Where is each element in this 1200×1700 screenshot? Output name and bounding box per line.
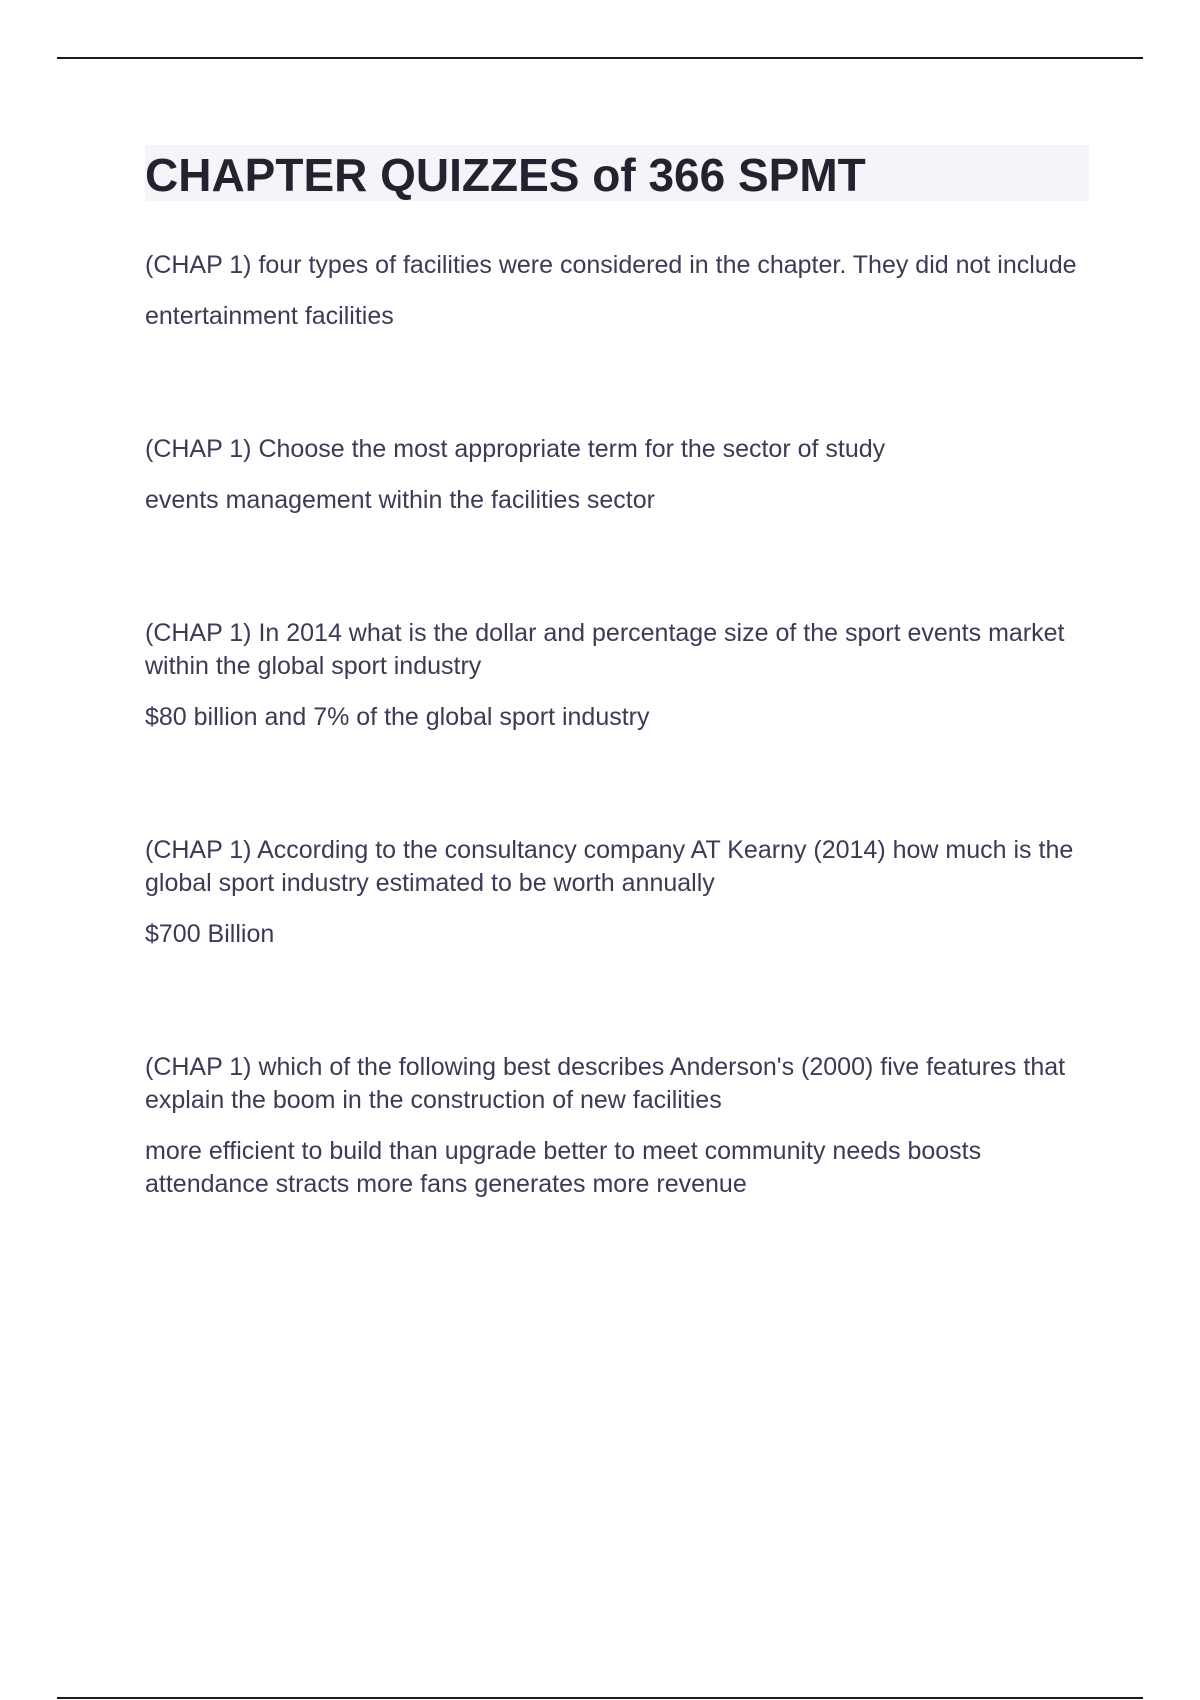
answer-text: entertainment facilities [145,302,394,330]
question-text: (CHAP 1) Choose the most appropriate term for the sector of study [145,435,886,463]
qa-item-4 [145,834,1089,951]
qa-item-5 [145,1051,1089,1201]
question-text: (CHAP 1) According to the consultancy company AT Kearny (2014) how much is the global sport industry estimated to be worth annually [145,836,1074,897]
question-text: (CHAP 1) which of the following best describes Anderson's (2000) five features that explain the boom in the construction of new facilities [145,1053,1066,1114]
title-banner [145,145,1089,201]
page-content [145,145,1089,1301]
answer-text: events management within the facilities sector [145,486,655,514]
page-title: CHAPTER QUIZZES of 366 SPMT [145,149,866,201]
qa-item-2 [145,433,1089,517]
question-text: (CHAP 1) four types of facilities were considered in the chapter. They did not include [145,251,1077,279]
bottom-divider [57,1697,1143,1699]
answer-text: $700 Billion [145,920,275,948]
question-text: (CHAP 1) In 2014 what is the dollar and percentage size of the sport events market within the global sport industry [145,619,1065,680]
answer-text: more efficient to build than upgrade better to meet community needs boosts attendance stracts more fans generates more revenue [145,1137,982,1198]
answer-text: $80 billion and 7% of the global sport industry [145,703,650,731]
qa-list [145,249,1089,1201]
qa-item-3 [145,617,1089,734]
top-divider [57,57,1143,59]
qa-item-1 [145,249,1089,333]
